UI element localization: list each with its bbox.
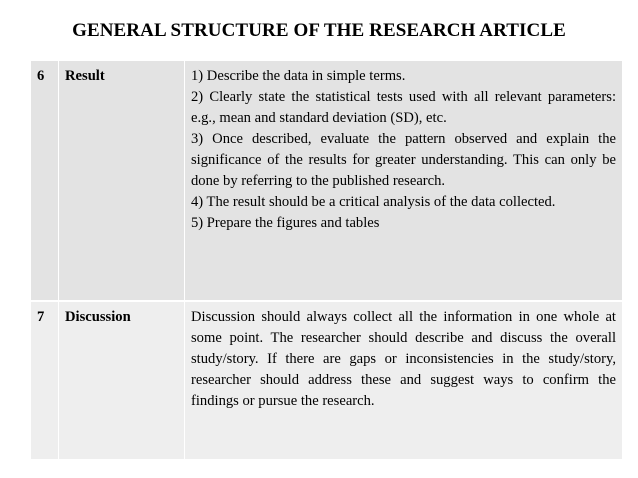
section-label: Discussion [59, 301, 185, 460]
table-row-result [31, 61, 622, 301]
list-item: 3) Once described, evaluate the pattern observed and explain the significance of the results for greater understanding. This can only be done by referring to the published research. [191, 131, 616, 189]
section-label: Result [59, 61, 185, 301]
row-number: 7 [31, 301, 59, 460]
table-row-discussion [31, 301, 622, 460]
section-description [185, 61, 623, 301]
row-number: 6 [31, 61, 59, 301]
list-item: 4) The result should be a critical analysis of the data collected. [191, 194, 556, 210]
section-description: Discussion should always collect all the information in one whole at some point. The researcher should describe and discuss the overall study/story. If there are gaps or inconsistencies in the study/story, researcher should address these and suggest ways to confirm the findings or pursue the research. [185, 301, 623, 460]
list-item: 5) Prepare the figures and tables [191, 215, 380, 231]
structure-table [31, 61, 622, 461]
list-item: 1) Describe the data in simple terms. [191, 68, 406, 84]
list-item: 2) Clearly state the statistical tests used with all relevant parameters: e.g., mean and standard deviation (SD), etc. [191, 89, 616, 126]
slide-title: GENERAL STRUCTURE OF THE RESEARCH ARTICLE [72, 20, 566, 41]
